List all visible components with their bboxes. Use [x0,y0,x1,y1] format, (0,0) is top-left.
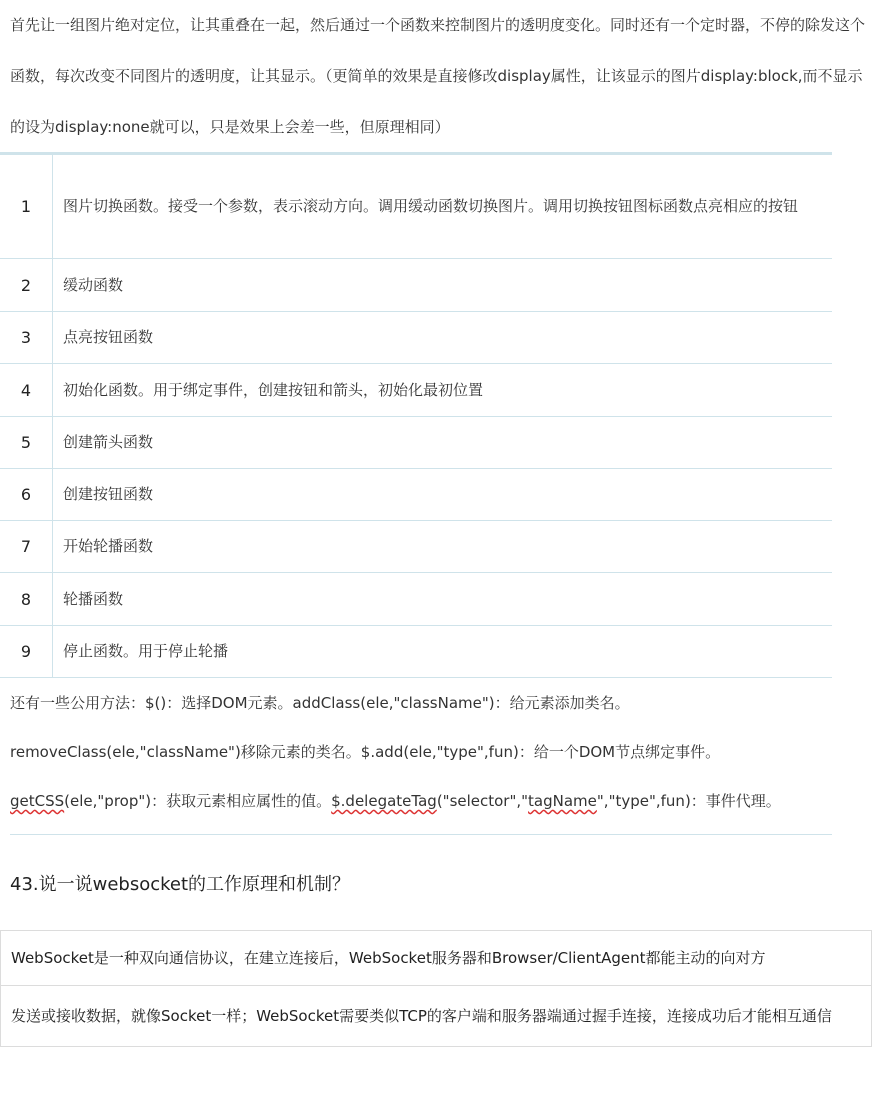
step-number: 4 [0,364,53,417]
table-row [0,573,832,626]
utils-text: ","type",fun)：事件代理。 [596,792,781,810]
intro-paragraph: 首先让一组图片绝对定位，让其重叠在一起，然后通过一个函数来控制图片的透明度变化。同时还有一个定时器，不停的除发这个函数，每次改变不同图片的透明度，让其显示。（更简单的效果是直接修改display属性，让该显示的图片display:block,而不显示的设为display:none就可以，只是效果上会差一些，但原理相同） [10,16,866,136]
table-row [0,521,832,573]
delegate-tag-method: $.delegateTag [331,792,437,810]
getcss-method: getCSS [10,792,65,810]
step-description: 缓动函数 [53,259,833,312]
tagname-param: tagName [528,792,597,810]
step-number: 3 [0,312,53,364]
utils-text: ("selector"," [436,792,529,810]
utils-text: (ele,"prop")：获取元素相应属性的值。 [64,792,332,810]
step-description: 开始轮播函数 [53,521,833,573]
table-row [0,312,832,364]
function-table [0,152,832,678]
question-heading: 43.说一说websocket的工作原理和机制？ [10,874,351,895]
step-number: 1 [0,154,53,259]
step-number: 6 [0,469,53,521]
step-description: 创建箭头函数 [53,417,833,469]
answer-line: 发送或接收数据，就像Socket一样；WebSocket需要类似TCP的客户端和服务器端通过握手连接，连接成功后才能相互通信 [11,1007,832,1025]
table-row [0,626,832,678]
step-description: 图片切换函数。接受一个参数，表示滚动方向。调用缓动函数切换图片。调用切换按钮图标函数点亮相应的按钮 [53,154,833,259]
step-number: 7 [0,521,53,573]
step-number: 5 [0,417,53,469]
table-row [0,417,832,469]
step-description: 创建按钮函数 [53,469,833,521]
step-description: 点亮按钮函数 [53,312,833,364]
step-number: 8 [0,573,53,626]
step-number: 9 [0,626,53,678]
step-description: 停止函数。用于停止轮播 [53,626,833,678]
step-description: 初始化函数。用于绑定事件，创建按钮和箭头，初始化最初位置 [53,364,833,417]
answer-line: WebSocket是一种双向通信协议，在建立连接后，WebSocket服务器和Browser/ClientAgent都能主动的向对方 [1,931,871,986]
utility-methods-paragraph [10,679,832,835]
utils-text: 还有一些公用方法：$()：选择DOM元素。addClass(ele,"className")：给元素添加类名。removeClass(ele,"className")移除元素的类名。$.add(ele,"type",fun)：给一个DOM节点绑定事件。 [10,694,721,761]
step-description: 轮播函数 [53,573,833,626]
table-row [0,154,832,259]
answer-box [0,930,872,1047]
table-row [0,259,832,312]
table-row [0,364,832,417]
table-row [0,469,832,521]
step-number: 2 [0,259,53,312]
